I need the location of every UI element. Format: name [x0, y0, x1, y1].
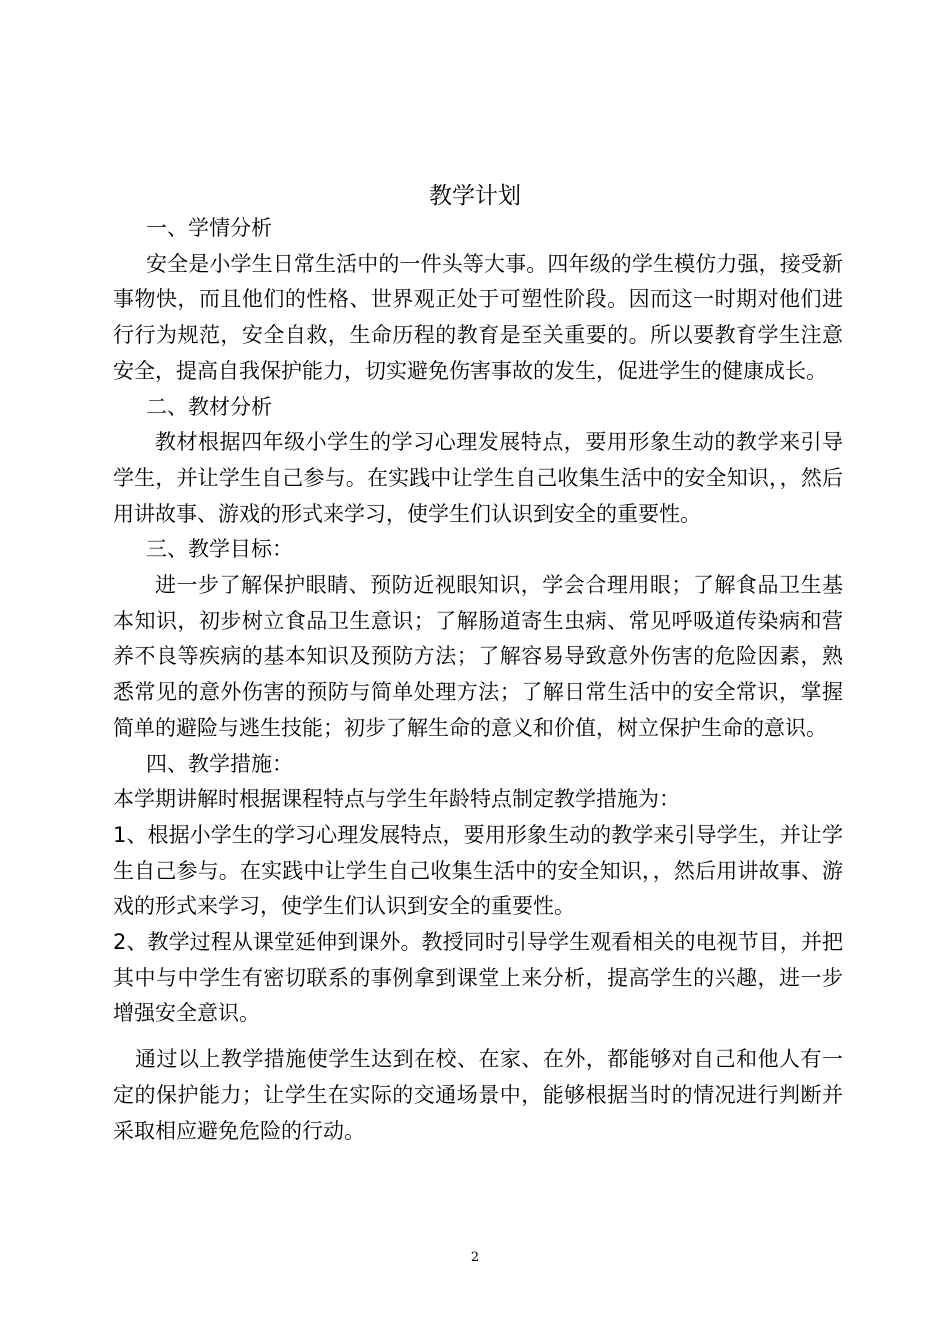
conclusion-text: 通过以上教学措施使学生达到在校、在家、在外，都能够对自己和他人有一定的保护能力；让学生在实际的交通场景中，能够根据当时的情况进行判断并采取相应避免危险的行动。: [113, 1047, 843, 1143]
document-title: 教学计划: [429, 183, 521, 209]
document-body: [113, 211, 843, 1149]
section2-text: 教材根据四年级小学生的学习心理发展特点，要用形象生动的教学来引导学生，并让学生自己参与。在实践中让学生自己收集生活中的安全知识，，然后用讲故事、游戏的形式来学习，使学生们认识到安全的重要性。: [113, 430, 843, 526]
page-number: 2: [470, 1250, 480, 1265]
section4-item1: 1、根据小学生的学习心理发展特点，要用形象生动的教学来引导学生，并让学生自己参与。在实践中让学生自己收集生活中的安全知识，，然后用讲故事、游戏的形式来学习，使学生们认识到安全的重要性。: [113, 822, 843, 919]
section2-heading: 二、教材分析: [146, 394, 272, 419]
section1-text: 安全是小学生日常生活中的一件头等大事。四年级的学生模仿力强，接受新事物快，而且他们的性格、世界观正处于可塑性阶段。因而这一时期对他们进行行为规范，安全自救，生命历程的教育是至关重要的。所以要教育学生注意安全，提高自我保护能力，切实避免伤害事故的发生，促进学生的健康成长。: [113, 251, 843, 383]
section1-heading: 一、学情分析: [146, 216, 272, 240]
section3-heading: 三、教学目标：: [146, 537, 293, 562]
section4-item2: 2、教学过程从课堂延伸到课外。教授同时引导学生观看相关的电视节目，并把其中与中学生有密切联系的事例拿到课堂上来分析，提高学生的兴趣，进一步增强安全意识。: [113, 930, 843, 1026]
section4-heading: 四、教学措施：: [146, 751, 293, 776]
section3-text: 进一步了解保护眼睛、预防近视眼知识，学会合理用眼；了解食品卫生基本知识，初步树立食品卫生意识；了解肠道寄生虫病、常见呼吸道传染病和营养不良等疾病的基本知识及预防方法；了解容易导致意外伤害的危险因素，熟悉常见的意外伤害的预防与简单处理方法；了解日常生活中的安全常识，掌握简单的避险与逃生技能；初步了解生命的意义和价值，树立保护生命的意识。: [113, 573, 843, 740]
section4-intro: 本学期讲解时根据课程特点与学生年龄特点制定教学措施为：: [113, 787, 680, 812]
